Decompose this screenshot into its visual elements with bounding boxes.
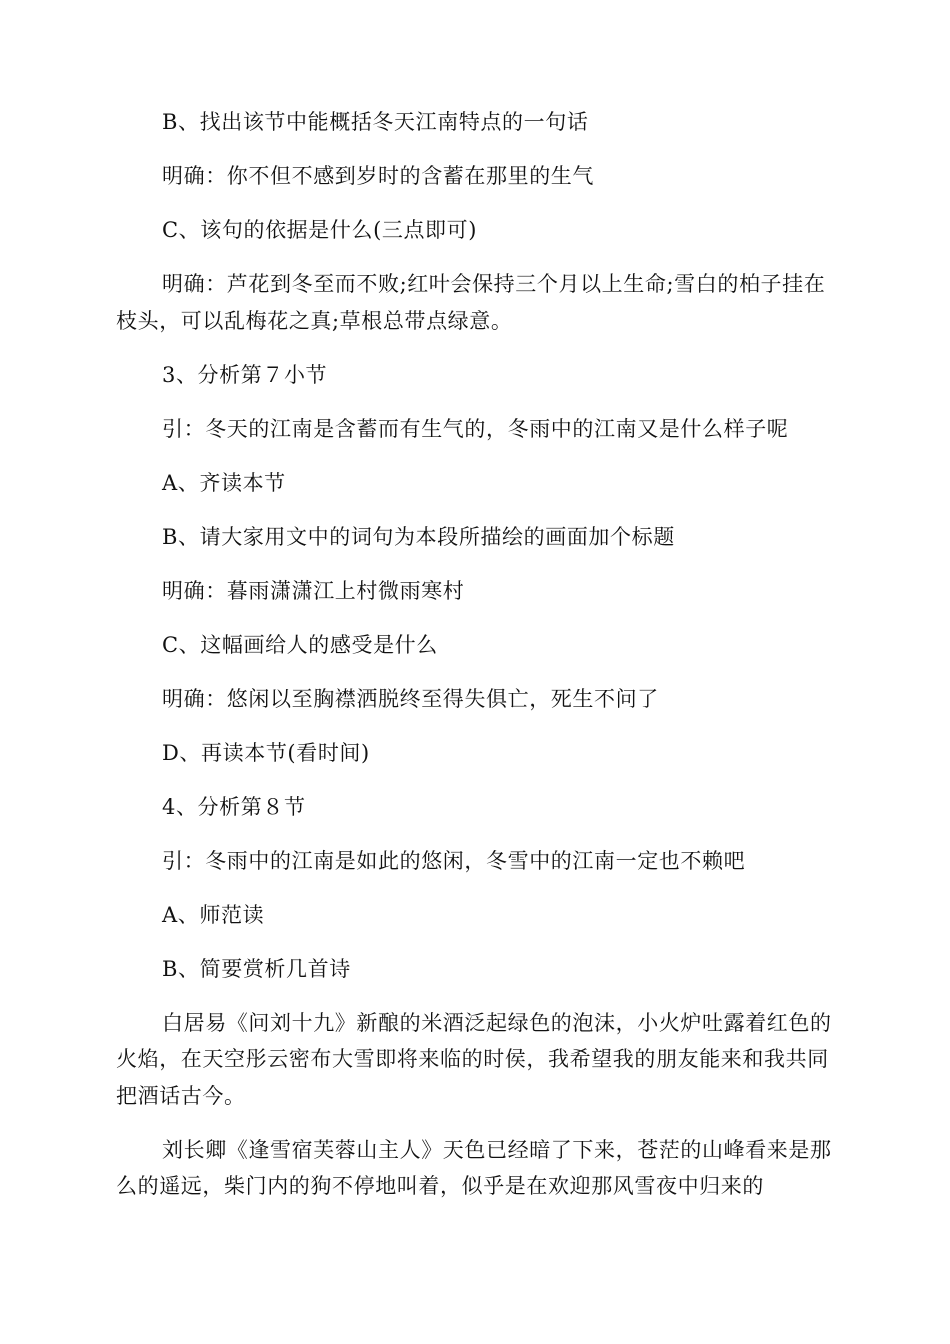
document-body [116, 104, 832, 1205]
paragraph: 3、分析第７小节 [162, 362, 328, 387]
paragraph: B、请大家用文中的词句为本段所描绘的画面加个标题 [162, 524, 675, 549]
paragraph-spacer [116, 879, 832, 897]
paragraph: D、再读本节(看时间) [162, 740, 370, 765]
paragraph-spacer [116, 609, 832, 627]
paragraph-spacer [116, 195, 832, 213]
paragraph-spacer [116, 933, 832, 951]
paragraph-spacer [116, 501, 832, 519]
paragraph-spacer [116, 1114, 832, 1132]
paragraph-spacer [116, 339, 832, 357]
paragraph-spacer [116, 987, 832, 1005]
paragraph-spacer [116, 249, 832, 267]
paragraph: B、简要赏析几首诗 [162, 956, 351, 981]
paragraph-spacer [116, 447, 832, 465]
paragraph: C、该句的依据是什么(三点即可) [162, 218, 478, 242]
paragraph-spacer [116, 393, 832, 411]
paragraph: 引：冬雨中的江南是如此的悠闲，冬雪中的江南一定也不赖吧 [162, 848, 746, 873]
paragraph: C、这幅画给人的感受是什么 [162, 632, 438, 657]
paragraph-spacer [116, 555, 832, 573]
paragraph: 引：冬天的江南是含蓄而有生气的，冬雨中的江南又是什么样子呢 [162, 416, 789, 441]
paragraph: 明确：悠闲以至胸襟洒脱终至得失俱亡，死生不问了 [162, 686, 659, 711]
paragraph: 刘长卿《逢雪宿芙蓉山主人》天色已经暗了下来，苍茫的山峰看来是那么的遥远，柴门内的狗不停地叫着，似乎是在欢迎那风雪夜中归来的 [116, 1137, 832, 1198]
paragraph: A、齐读本节 [162, 470, 286, 495]
paragraph: 明确：你不但不感到岁时的含蓄在那里的生气 [162, 164, 594, 188]
paragraph: 明确：芦花到冬至而不败;红叶会保持三个月以上生命;雪白的柏子挂在枝头，可以乱梅花之真;草根总带点绿意。 [116, 272, 826, 333]
paragraph-spacer [116, 771, 832, 789]
paragraph-spacer [116, 663, 832, 681]
paragraph: 明确：暮雨潇潇江上村微雨寒村 [162, 578, 465, 603]
paragraph: 白居易《问刘十九》新酿的米酒泛起绿色的泡沫，小火炉吐露着红色的火焰，在天空彤云密布大雪即将来临的时侯，我希望我的朋友能来和我共同把酒话古今。 [116, 1010, 832, 1108]
paragraph-spacer [116, 825, 832, 843]
paragraph: 4、分析第８节 [162, 794, 306, 819]
paragraph: B、找出该节中能概括冬天江南特点的一句话 [162, 110, 589, 134]
paragraph-spacer [116, 141, 832, 159]
paragraph: A、师范读 [162, 902, 265, 927]
paragraph-spacer [116, 717, 832, 735]
